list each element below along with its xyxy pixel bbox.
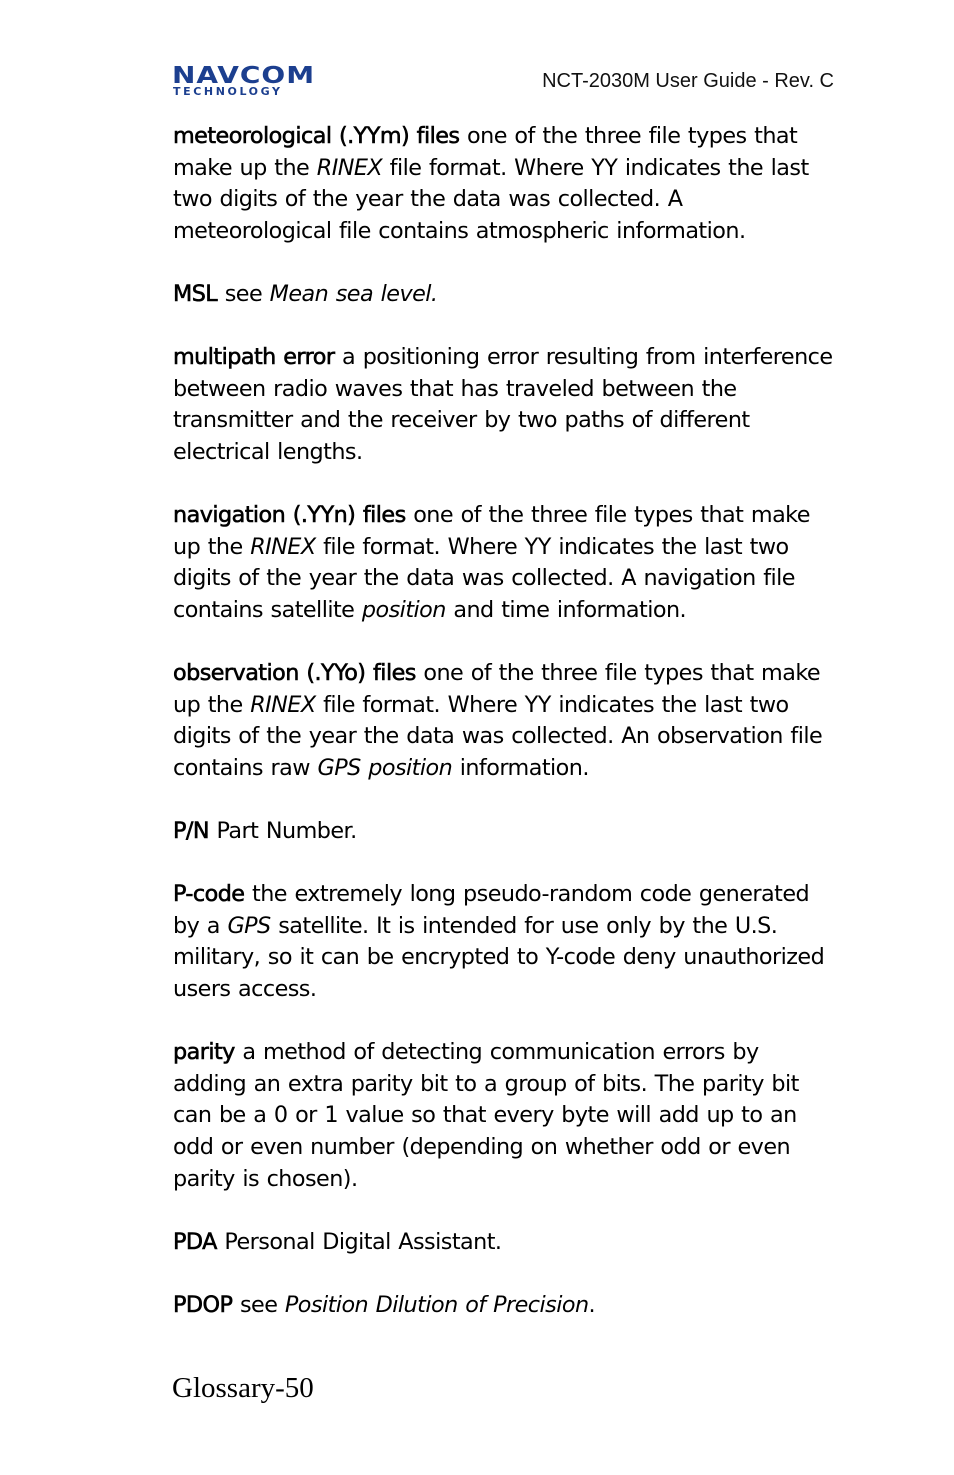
glossary-entry-navigation — [173, 500, 838, 626]
definition-reference: RINEX — [250, 533, 316, 560]
navcom-logo — [172, 61, 357, 100]
glossary-entry-p-code — [173, 879, 838, 1005]
definition-reference: Mean sea level. — [269, 280, 438, 307]
glossary-term: PDA — [173, 1228, 217, 1255]
glossary-entry-pdop — [173, 1290, 838, 1322]
definition-text: one of the three file types that make up the — [173, 660, 821, 718]
definition-reference: GPS position — [317, 754, 453, 781]
definition-text: a method of detecting communication errors by adding an extra parity bit to a group of bits. The parity bit can be a 0 or 1 value so that every byte will add up to an odd or even number (depending on whether odd or even parity is chosen). — [173, 1039, 799, 1192]
definition-text: information. — [452, 754, 589, 781]
logo-wordmark-top: NAVCOM — [172, 61, 316, 89]
definition-text: file format. Where YY indicates the last two digits of the year the data was collected. A meteorological file contains atmospheric information. — [173, 154, 809, 244]
definition-text: see — [217, 280, 270, 307]
definition-reference: RINEX — [316, 154, 383, 181]
definition-text: satellite. It is intended for use only by the U.S. military, so it can be encrypted to Y-code deny unauthorized users access. — [173, 912, 825, 1003]
glossary-term: P/N — [173, 818, 209, 845]
document-title: NCT-2030M User Guide - Rev. C — [542, 70, 834, 92]
definition-reference: GPS — [227, 912, 271, 939]
logo-wordmark-bottom: TECHNOLOGY — [173, 85, 283, 98]
definition-text: Part Number. — [209, 818, 357, 845]
glossary-term: MSL — [173, 280, 218, 307]
glossary-entry-parity — [173, 1037, 838, 1195]
page-header — [172, 61, 834, 104]
glossary-content — [173, 121, 838, 1353]
definition-reference: Position Dilution of Precision — [284, 1291, 589, 1318]
glossary-entry-meteorological — [173, 121, 838, 247]
definition-text: file format. Where YY indicates the last two digits of the year the data was collected. A navigation file contains satellite — [173, 533, 795, 623]
definition-text: . — [588, 1291, 596, 1318]
glossary-term: meteorological (.YYm) files — [173, 123, 460, 149]
glossary-entry-pda — [173, 1227, 838, 1259]
definition-text: one of the three file types that make up the — [173, 123, 798, 181]
glossary-entry-multipath-error — [173, 342, 838, 468]
definition-text: Personal Digital Assistant. — [216, 1228, 502, 1255]
glossary-entry-observation — [173, 658, 838, 784]
definition-reference: position — [361, 596, 446, 623]
glossary-term: observation (.YYo) files — [173, 660, 416, 687]
definition-text: see — [232, 1291, 285, 1318]
glossary-entry-pn — [173, 816, 838, 848]
definition-reference: RINEX — [250, 691, 316, 718]
glossary-term: navigation (.YYn) files — [173, 502, 406, 529]
definition-text: and time information. — [445, 596, 687, 623]
glossary-entry-msl — [173, 279, 838, 311]
glossary-term: multipath error — [173, 344, 335, 371]
page-number: Glossary-50 — [172, 1372, 314, 1404]
glossary-term: P-code — [173, 881, 245, 908]
glossary-term: parity — [173, 1039, 235, 1066]
definition-text: one of the three file types that make up the — [173, 502, 810, 560]
definition-text: the extremely long pseudo-random code generated by a — [173, 881, 810, 939]
definition-text: a positioning error resulting from interference between radio waves that has traveled between the transmitter and the receiver by two paths of different electrical lengths. — [173, 344, 833, 465]
glossary-term: PDOP — [173, 1291, 233, 1318]
definition-text: file format. Where YY indicates the last two digits of the year the data was collected. An observation file contains raw — [173, 691, 823, 781]
